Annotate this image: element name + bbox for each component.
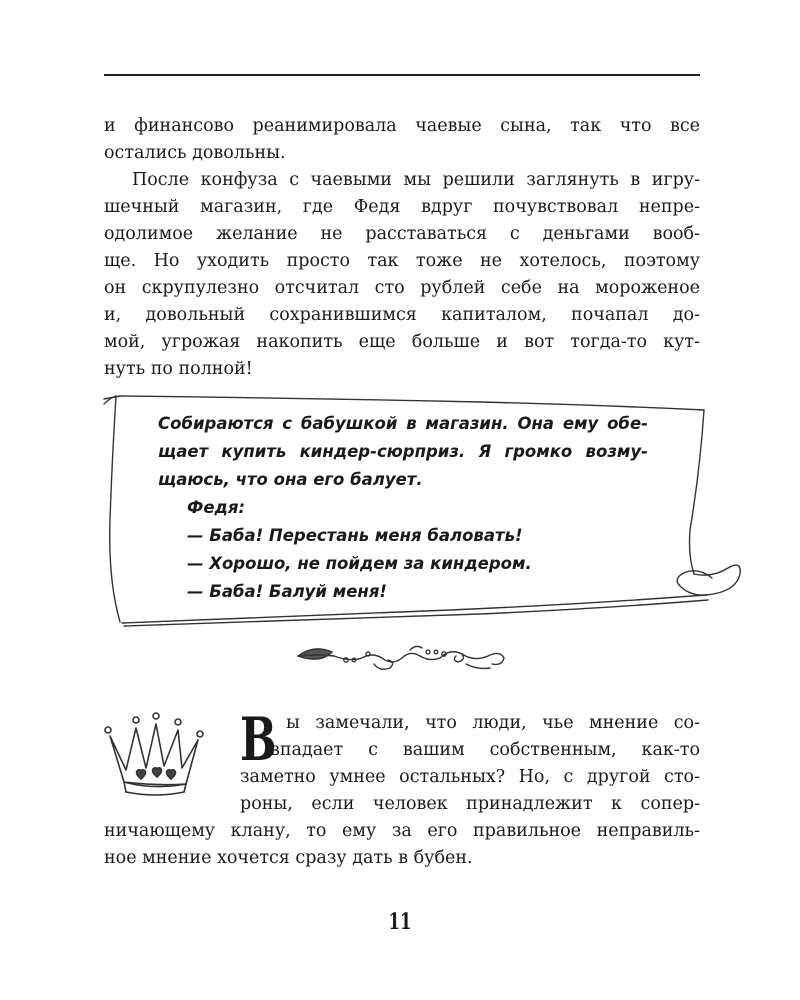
section-2-line: ы замечали, что люди, чье мнение со- xyxy=(286,713,700,733)
paragraph-2-line: нуть по полной! xyxy=(104,359,253,379)
note-dialogue-line: — Хорошо, не пойдем за киндером. xyxy=(187,554,532,573)
note-intro-line: щает купить киндер-сюрприз. Я громко возму- xyxy=(158,442,648,461)
crown-doodle-icon xyxy=(98,712,208,807)
paragraph-2-line: ще. Но уходить просто так тоже не хотелось, поэтому xyxy=(104,251,700,271)
paragraph-1-line: остались довольны. xyxy=(104,143,286,163)
section-2-line: заметно умнее остальных? Но, с другой сто- xyxy=(240,767,700,787)
section-2-line: ное мнение хочется сразу дать в бубен. xyxy=(104,848,473,868)
paragraph-2-line: мой, угрожая накопить еще больше и вот тогда-то кут- xyxy=(104,332,700,352)
section-2-line: ничающему клану, то ему за его правильное неправиль- xyxy=(104,821,700,841)
paragraph-2-line: он скрупулезно отсчитал сто рублей себе на мороженое xyxy=(104,278,700,298)
paragraph-1-line: и финансово реанимировала чаевые сына, так что все xyxy=(104,116,700,136)
floral-divider-icon xyxy=(290,640,510,676)
drop-cap-letter: В xyxy=(240,705,276,775)
paragraph-2-line: одолимое желание не расставаться с деньгами вооб- xyxy=(104,224,700,244)
note-intro-line: щаюсь, что она его балует. xyxy=(158,470,423,489)
note-dialogue-line: — Баба! Балуй меня! xyxy=(187,582,387,601)
paragraph-2-line: и, довольный сохранившимся капиталом, почапал до- xyxy=(104,305,700,325)
note-dialogue-line: — Баба! Перестань меня баловать! xyxy=(187,526,523,545)
note-intro-line: Собираются с бабушкой в магазин. Она ему обе- xyxy=(158,414,648,433)
page-number: 11 xyxy=(388,909,412,935)
section-2-line: роны, если человек принадлежит к сопер- xyxy=(240,794,700,814)
paragraph-2-line: шечный магазин, где Федя вдруг почувствовал непре- xyxy=(104,197,700,217)
section-2-line: впадает с вашим собственным, как-то xyxy=(270,740,700,760)
note-speaker: Федя: xyxy=(187,498,246,517)
paragraph-2-line: После конфуза с чаевыми мы решили заглянуть в игру- xyxy=(132,170,700,190)
